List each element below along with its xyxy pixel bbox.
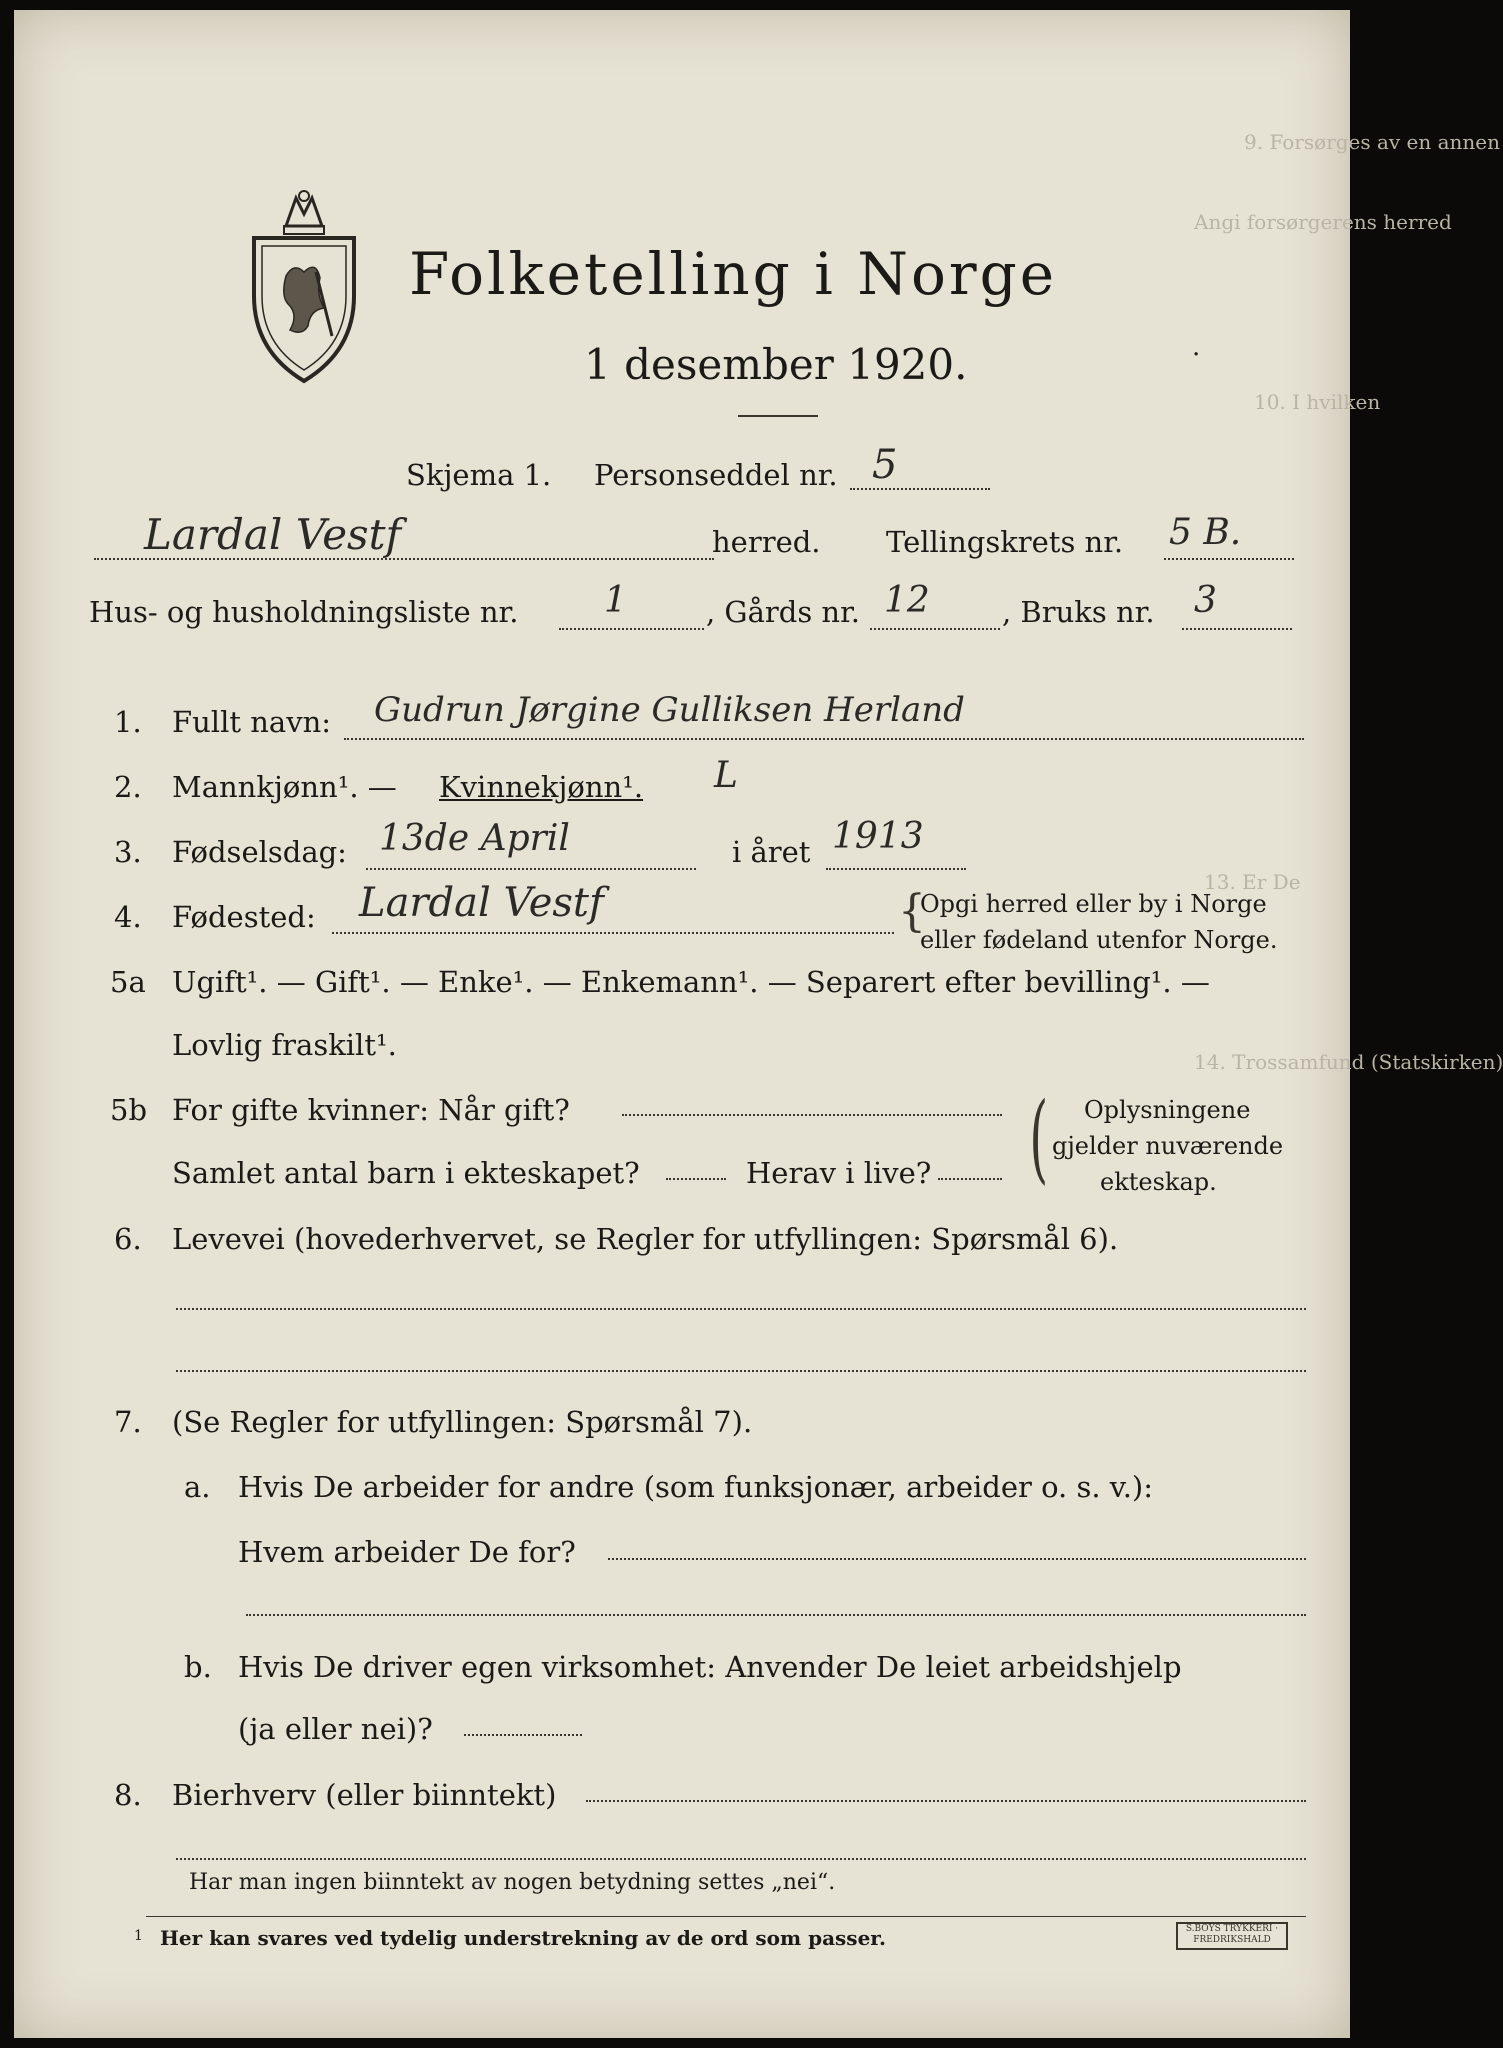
q7b-letter: b. — [184, 1650, 212, 1684]
civil-status-divorced[interactable]: Lovlig fraskilt¹. — [172, 1028, 397, 1062]
husliste-label: Hus- og husholdningsliste nr. — [89, 595, 519, 629]
q7b-yes-no-line[interactable] — [464, 1734, 582, 1736]
q7a-employer-line[interactable] — [608, 1558, 1306, 1560]
q6-answer-line1[interactable] — [176, 1308, 1306, 1310]
q8-label: Bierhverv (eller biinntekt) — [172, 1778, 557, 1812]
q2-mark: L — [714, 755, 738, 796]
q7b-yes-no-label: (ja eller nei)? — [238, 1712, 433, 1746]
q8-line2[interactable] — [176, 1858, 1306, 1860]
q4-note-line1: Opgi herred eller by i Norge — [920, 890, 1267, 918]
birth-date-value[interactable]: 13de April — [379, 818, 570, 859]
husliste-line — [559, 628, 704, 630]
printer-stamp: S.BOYS TRYKKERI · FREDRIKSHALD — [1176, 1922, 1288, 1950]
q5b-married-label: For gifte kvinner: Når gift? — [172, 1093, 570, 1127]
ink-dot: · — [1192, 340, 1201, 370]
q2-male-option[interactable]: Mannkjønn¹. — — [172, 770, 397, 804]
footer-note: Har man ingen biinntekt av nogen betydning settes „nei“. — [189, 1870, 836, 1895]
q3-year-line — [826, 868, 966, 870]
q7a-letter: a. — [184, 1470, 211, 1504]
q5b-children-label: Samlet antal barn i ekteskapet? — [172, 1156, 640, 1190]
q5b-alive-line[interactable] — [938, 1178, 1002, 1180]
birthplace-value[interactable]: Lardal Vestf — [359, 880, 604, 926]
bruks-value[interactable]: 3 — [1194, 580, 1217, 621]
bleed-through-text: 14. Trossamfund (Statskirken) — [1194, 1050, 1503, 1074]
q4-label: Fødested: — [172, 900, 316, 934]
q3-label: Fødselsdag: — [172, 835, 347, 869]
q7a-question: Hvis De arbeider for andre (som funksjonær, arbeider o. s. v.): — [238, 1470, 1154, 1504]
q5b-number: 5b — [110, 1093, 148, 1127]
q5a-number: 5a — [110, 965, 146, 999]
personseddel-label: Personseddel nr. — [594, 458, 838, 492]
form-title: Folketelling i Norge — [409, 240, 1058, 308]
q6-label: Levevei (hovederhvervet, se Regler for utfyllingen: Spørsmål 6). — [172, 1222, 1119, 1256]
norwegian-coat-of-arms-icon — [246, 186, 362, 386]
civil-status-options[interactable]: Ugift¹. — Gift¹. — Enke¹. — Enkemann¹. — Separert efter bevilling¹. — — [172, 965, 1210, 999]
q6-number: 6. — [114, 1222, 142, 1256]
gards-line — [870, 628, 1000, 630]
q5b-alive-label: Herav i live? — [746, 1156, 932, 1190]
q7-number: 7. — [114, 1405, 142, 1439]
title-rule — [738, 415, 818, 417]
bruks-line — [1182, 628, 1292, 630]
census-form-page — [14, 10, 1503, 2038]
q2-female-option[interactable]: Kvinnekjønn¹. — [439, 770, 644, 804]
tellingskrets-label: Tellingskrets nr. — [886, 525, 1124, 559]
birth-year-value[interactable]: 1913 — [832, 816, 924, 857]
skjema-label: Skjema 1. — [406, 458, 552, 492]
q1-label: Fullt navn: — [172, 705, 332, 739]
q5b-children-line[interactable] — [666, 1178, 726, 1180]
q7a-employer-label: Hvem arbeider De for? — [238, 1535, 576, 1569]
bleed-through-text: 10. I hvilken — [1254, 390, 1381, 414]
tellingskrets-line — [1164, 558, 1294, 560]
q8-number: 8. — [114, 1778, 142, 1812]
q4-brace: { — [898, 886, 926, 937]
bruks-label: , Bruks nr. — [1002, 595, 1155, 629]
q3-line — [366, 868, 696, 870]
footer-rule — [146, 1916, 1306, 1917]
q4-note-line2: eller fødeland utenfor Norge. — [920, 926, 1278, 954]
herred-value[interactable]: Lardal Vestf — [144, 510, 402, 559]
q1-number: 1. — [114, 705, 142, 739]
census-date: 1 desember 1920. — [584, 340, 968, 389]
footnote-number: 1 — [134, 1928, 143, 1944]
q3-number: 3. — [114, 835, 142, 869]
herred-label: herred. — [712, 525, 821, 559]
gards-label: , Gårds nr. — [706, 595, 860, 629]
personseddel-value[interactable]: 5 — [872, 442, 898, 488]
tellingskrets-value[interactable]: 5 B. — [1169, 512, 1242, 553]
q5b-married-line[interactable] — [622, 1114, 1002, 1116]
q6-answer-line2[interactable] — [176, 1370, 1306, 1372]
q7a-employer-line2[interactable] — [246, 1614, 1306, 1616]
q4-number: 4. — [114, 900, 142, 934]
full-name-value[interactable]: Gudrun Jørgine Gulliksen Herland — [374, 690, 965, 730]
bleed-through-text: 9. Forsørges av en annen — [1244, 130, 1501, 154]
q5b-note-line3: ekteskap. — [1100, 1168, 1217, 1196]
q7-label: (Se Regler for utfyllingen: Spørsmål 7). — [172, 1405, 753, 1439]
q7b-question: Hvis De driver egen virksomhet: Anvender De leiet arbeidshjelp — [238, 1650, 1182, 1684]
q1-line — [344, 738, 1304, 740]
bleed-through-text: Angi forsørgerens herred — [1194, 210, 1452, 234]
q5b-note-line1: Oplysningene — [1084, 1096, 1251, 1124]
q5b-note-line2: gjelder nuværende — [1052, 1132, 1284, 1160]
q4-line — [332, 932, 894, 934]
personseddel-line — [850, 488, 990, 490]
q5b-brace: ( — [1029, 1082, 1049, 1194]
footnote-text: Her kan svares ved tydelig understrekning av de ord som passer. — [160, 1926, 886, 1950]
q8-line[interactable] — [586, 1800, 1306, 1802]
q3-year-label: i året — [732, 835, 811, 869]
husliste-value[interactable]: 1 — [604, 580, 627, 621]
bleed-through-text: 13. Er De — [1204, 870, 1301, 894]
q2-number: 2. — [114, 770, 142, 804]
gards-value[interactable]: 12 — [884, 580, 930, 621]
